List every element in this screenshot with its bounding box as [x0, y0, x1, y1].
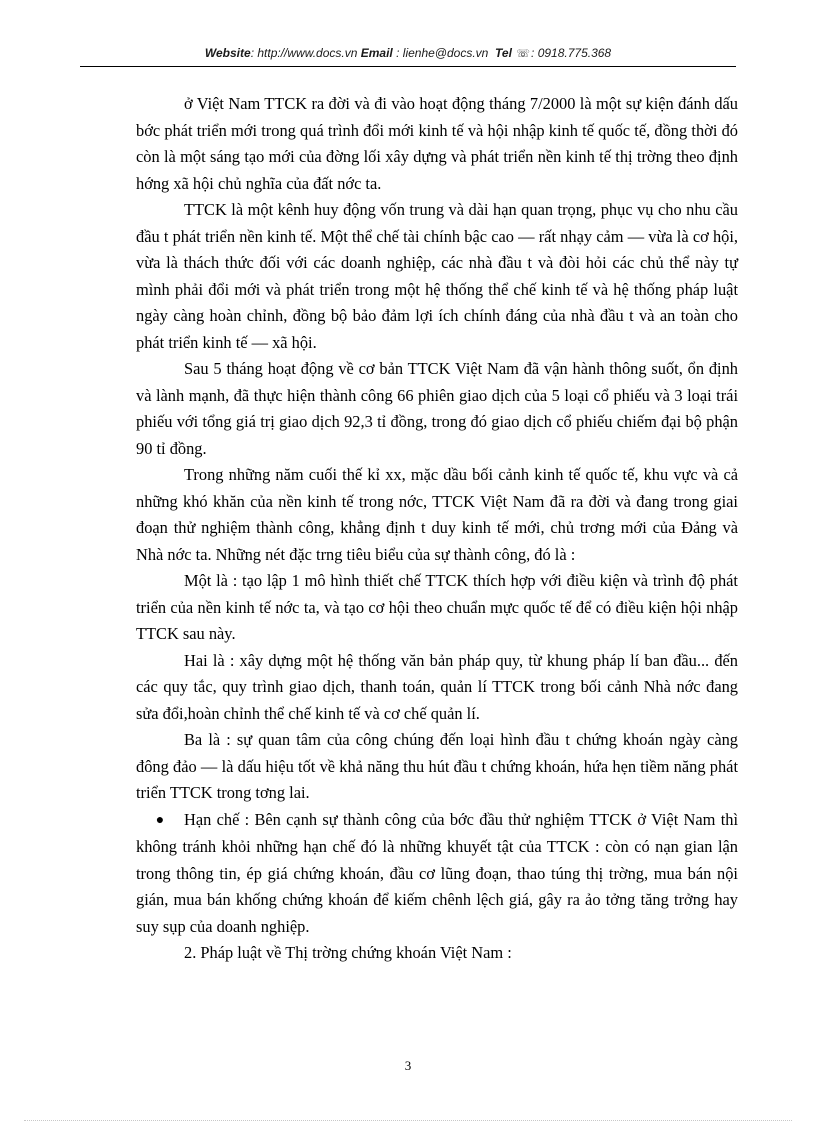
tel-label: Tel — [495, 46, 512, 60]
paragraph-6: Hai là : xây dựng một hệ thống văn bản pháp quy, từ khung pháp lí ban đầu... đến các quy tắc, quy trình giao dịch, thanh toán, quản lí TTCK trong bối cảnh Nhà nớc đang sửa đổi,hoàn chỉnh thể chế kinh tế và cơ chế quản lí. — [136, 650, 738, 723]
email-value: : lienhe@docs.vn — [396, 46, 489, 60]
section-heading: 2. Pháp luật về Thị trờng chứng khoán Việt Nam : — [184, 943, 512, 962]
website-value: : http://www.docs.vn — [250, 46, 358, 60]
bullet-text: Hạn chế : Bên cạnh sự thành công của bớc đầu thử nghiệm TTCK ở Việt Nam thì không tránh khỏi những hạn chế đó là những khuyết tật của TTCK : còn có nạn gian lận trong thông tin, ép giá chứng khoán, đầu cơ lũng đoạn, thao túng thị trờng, mua bán nội gián, mua bán khống chứng khoán để kiếm chênh lệch giá, gây ra ảo tởng tăng trởng hay suy sụp của doanh nghiệp. — [136, 809, 738, 936]
header-divider — [80, 66, 736, 67]
paragraph-7: Ba là : sự quan tâm của công chúng đến loại hình đầu t chứng khoán ngày càng đông đảo — là dấu hiệu tốt về khả năng thu hút đầu t chứng khoán, hứa hẹn tiềm năng phát triển TTCK trong tơng lai. — [136, 730, 738, 802]
paragraph-3: Sau 5 tháng hoạt động về cơ bản TTCK Việt Nam đã vận hành thông suốt, ổn định và lành mạnh, đã thực hiện thành công 66 phiên giao dịch của 5 loại cổ phiếu và 3 loại trái phiếu với tổng giá trị giao dịch 92,3 tỉ đồng, trong đó giao dịch cổ phiếu chiếm đại bộ phận 90 tỉ đồng. — [136, 359, 738, 458]
paragraph-4: Trong những năm cuối thế kỉ xx, mặc dầu bối cảnh kinh tế quốc tế, khu vực và cả những khó khăn của nền kinh tế trong nớc, TTCK Việt Nam đã ra đời và đang trong giai đoạn thử nghiệm thành công, khẳng định t duy kinh tế mới, chủ trơng mới của Đảng và Nhà nớc ta. Những nét đặc trng tiêu biểu của sự thành công, đó là : — [136, 465, 738, 564]
body-text — [136, 91, 738, 967]
website-label: Website — [204, 46, 251, 60]
paragraph-1: ở Việt Nam TTCK ra đời và đi vào hoạt động tháng 7/2000 là một sự kiện đánh dấu bớc phát triển mới trong quá trình đổi mới kinh tế và hội nhập kinh tế quốc tế, đồng thời đó còn là một sáng tạo mới của đờng lối xây dựng và phát triển nền kinh tế thị trờng theo định hớng xã hội chủ nghĩa của đất nớc ta. — [136, 94, 738, 193]
footer-divider — [24, 1120, 792, 1121]
paragraph-5: Một là : tạo lập 1 mô hình thiết chế TTCK thích hợp với điều kiện và trình độ phát triển của nền kinh tế nớc ta, và tạo cơ hội theo chuẩn mực quốc tế để có điều kiện hội nhập TTCK sau này. — [136, 571, 738, 643]
email-label: Email — [360, 46, 393, 60]
bullet-icon: ● — [155, 812, 165, 828]
phone-icon: ☏ — [516, 48, 531, 60]
page-number: 3 — [404, 1058, 412, 1073]
page-header — [80, 46, 736, 60]
tel-value: : 0918.775.368 — [531, 46, 612, 60]
bullet-paragraph — [136, 807, 738, 941]
paragraph-2: TTCK là một kênh huy động vốn trung và dài hạn quan trọng, phục vụ cho nhu cầu đầu t phát triển nền kinh tế. Một thể chế tài chính bậc cao — rất nhạy cảm — vừa là cơ hội, vừa là thách thức đối với các doanh nghiệp, các nhà đầu t và đòi hỏi các chủ thể này tự mình phải đổi mới và phát triển trong một hệ thống thể chế kinh tế và hệ thống pháp luật ngày càng hoàn chỉnh, đồng bộ bảo đảm lợi ích chính đáng của nhà đầu t và an toàn cho phát triển kinh tế — xã hội. — [136, 200, 738, 352]
